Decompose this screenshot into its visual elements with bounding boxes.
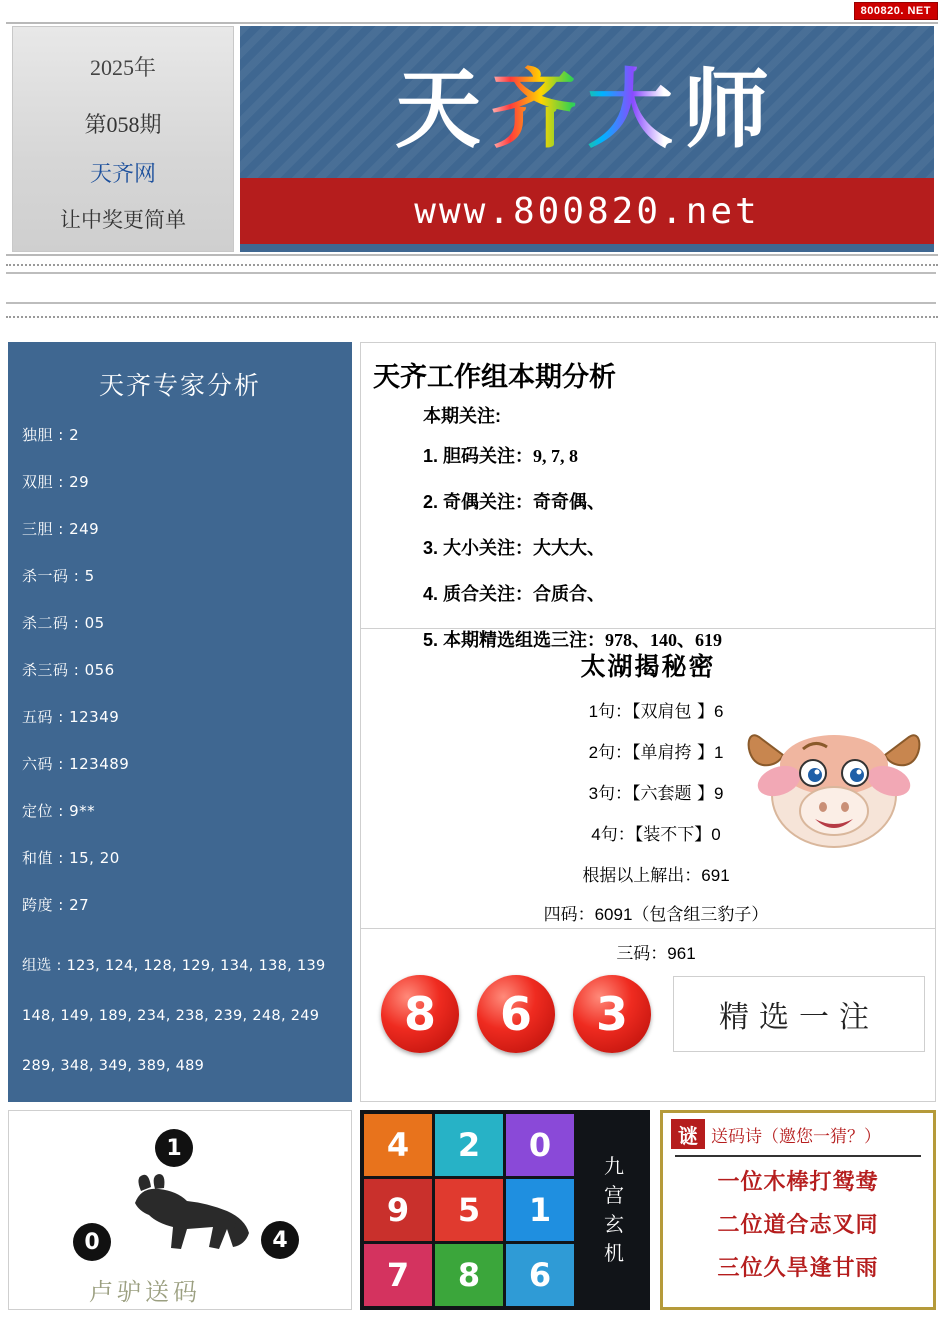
jiugong-panel [360, 1110, 650, 1310]
analysis-line [423, 534, 925, 560]
analysis-line-value: 合质合、 [533, 584, 606, 604]
vertical-char: 玄 [604, 1212, 624, 1236]
poem-line: 一位木棒打鸳鸯 [717, 1170, 879, 1195]
expert-item: 和值 : 15, 20 [22, 849, 120, 867]
expert-item: 三胆 : 249 [22, 520, 100, 538]
poem-heading: 送码诗（邀您一猜？） [711, 1126, 881, 1147]
brand-title [240, 26, 934, 178]
cow-mascot-icon [739, 707, 929, 857]
donkey-number-right: 4 [261, 1221, 299, 1259]
jiugong-vertical-label [578, 1110, 650, 1310]
taihu-conclusion: 四码：6091（包含组三豹子） [543, 905, 769, 924]
riddle-number: 0 [711, 825, 721, 844]
analysis-line-value: 奇奇偶、 [533, 492, 606, 512]
riddle-number: 6 [713, 702, 724, 721]
expert-analysis-title: 天齐专家分析 [98, 371, 261, 400]
riddle-phrase: 【六套题 】 [632, 784, 714, 804]
expert-item: 独胆 : 2 [22, 426, 80, 444]
jiugong-cell: 0 [506, 1114, 574, 1176]
jiugong-cell: 7 [364, 1244, 432, 1306]
analysis-line-value: 大大大、 [533, 538, 606, 558]
donkey-number-left: 0 [73, 1223, 111, 1261]
divider-dots-bottom [6, 316, 938, 320]
riddle-phrase: 【双肩包 】 [632, 702, 714, 722]
analysis-line [423, 488, 925, 514]
jiugong-cell: 4 [364, 1114, 432, 1176]
riddle-number: 9 [713, 784, 724, 803]
winning-ball: 3 [573, 975, 651, 1053]
vertical-char: 机 [604, 1241, 624, 1265]
riddle-index: 4句： [591, 825, 635, 844]
winning-ball: 6 [477, 975, 555, 1053]
pick-one-box: 精选一注 [673, 976, 925, 1052]
issue-info-box [12, 26, 234, 252]
workgroup-title: 天齐工作组本期分析 [373, 362, 616, 393]
jiugong-cell: 2 [435, 1114, 503, 1176]
analysis-line-value: 9, 7, 8 [533, 446, 579, 466]
donkey-stamp: 卢驴送码 [89, 1280, 201, 1306]
workgroup-analysis [361, 343, 935, 650]
riddle-phrase: 【单肩挎 】 [632, 743, 714, 763]
expert-item: 跨度 : 27 [22, 896, 90, 914]
year-label: 2025年 [89, 55, 156, 80]
poem-line: 三位久旱逢甘雨 [717, 1256, 879, 1281]
divider-dots-top [6, 264, 938, 268]
site-badge: 800820. NET [854, 2, 938, 20]
analysis-line [423, 442, 925, 468]
riddle-index: 1句： [588, 702, 633, 721]
expert-item: 杀二码 : 05 [22, 614, 105, 632]
slogan: 让中奖更简单 [60, 208, 186, 232]
jiugong-cell: 6 [506, 1244, 574, 1306]
analysis-line [423, 580, 925, 606]
jiugong-grid [360, 1110, 578, 1310]
expert-item: 杀一码 : 5 [22, 567, 95, 585]
donkey-number-top: 1 [155, 1129, 193, 1167]
main-content [8, 342, 936, 1102]
expert-item: 杀三码 : 056 [22, 661, 115, 679]
riddle-number: 1 [713, 743, 724, 762]
expert-item: 定位 : 9** [22, 802, 96, 820]
vertical-char: 宫 [604, 1183, 624, 1207]
site-url: www.800820.net [240, 178, 934, 244]
poem-panel [660, 1110, 936, 1310]
jiugong-cell: 5 [435, 1179, 503, 1241]
riddle-phrase: 【装不下】 [634, 825, 712, 845]
vertical-char: 九 [604, 1154, 624, 1178]
taihu-conclusion: 根据以上解出：691 [582, 866, 730, 885]
zuxuan-row: 289, 348, 349, 389, 489 [22, 1058, 205, 1074]
donkey-panel [8, 1110, 352, 1310]
brand-block [240, 26, 934, 252]
brand-title-text: 天齐大师 [395, 40, 779, 164]
analysis-line-label: 4. 质合关注： [423, 584, 534, 604]
analysis-line-label: 1. 胆码关注： [423, 446, 534, 466]
riddle-badge: 谜 [671, 1119, 705, 1149]
riddle-index: 2句： [588, 743, 633, 762]
zuxuan-row: 148, 149, 189, 234, 238, 239, 248, 249 [22, 1008, 320, 1024]
analysis-line-value: 978、140、619 [605, 630, 723, 650]
zuxuan-label: 组选 : 123, 124, 128, 129, 134, 138, 139 [22, 958, 326, 974]
expert-analysis-panel [8, 342, 352, 1102]
winning-ball: 8 [381, 975, 459, 1053]
analysis-line-label: 5. 本期精选组选三注： [423, 630, 606, 650]
jiugong-cell: 1 [506, 1179, 574, 1241]
taihu-title: 太湖揭秘密 [580, 653, 716, 681]
riddle-index: 3句： [588, 784, 633, 803]
donkey-icon [105, 1173, 265, 1259]
expert-item: 六码 : 123489 [22, 755, 130, 773]
poem-header [671, 1119, 925, 1149]
poster-header [6, 22, 938, 256]
bottom-row [8, 1110, 936, 1314]
jiugong-cell: 9 [364, 1179, 432, 1241]
winning-balls [381, 975, 651, 1053]
taihu-conclusion: 三码：961 [616, 944, 696, 963]
poem-divider [675, 1155, 921, 1157]
expert-item: 双胆 : 29 [22, 473, 90, 491]
jiugong-cell: 8 [435, 1244, 503, 1306]
poem-line: 二位道合志叉同 [717, 1213, 879, 1238]
right-column [360, 342, 936, 1102]
site-name: 天齐网 [89, 162, 156, 187]
divider-band [6, 272, 936, 304]
issue-label: 第058期 [84, 112, 162, 137]
analysis-line-label: 3. 大小关注： [423, 538, 534, 558]
expert-item: 五码 : 12349 [22, 708, 120, 726]
workgroup-subtitle: 本期关注: [423, 406, 501, 426]
analysis-line-label: 2. 奇偶关注： [423, 492, 534, 512]
taihu-section [361, 629, 935, 963]
